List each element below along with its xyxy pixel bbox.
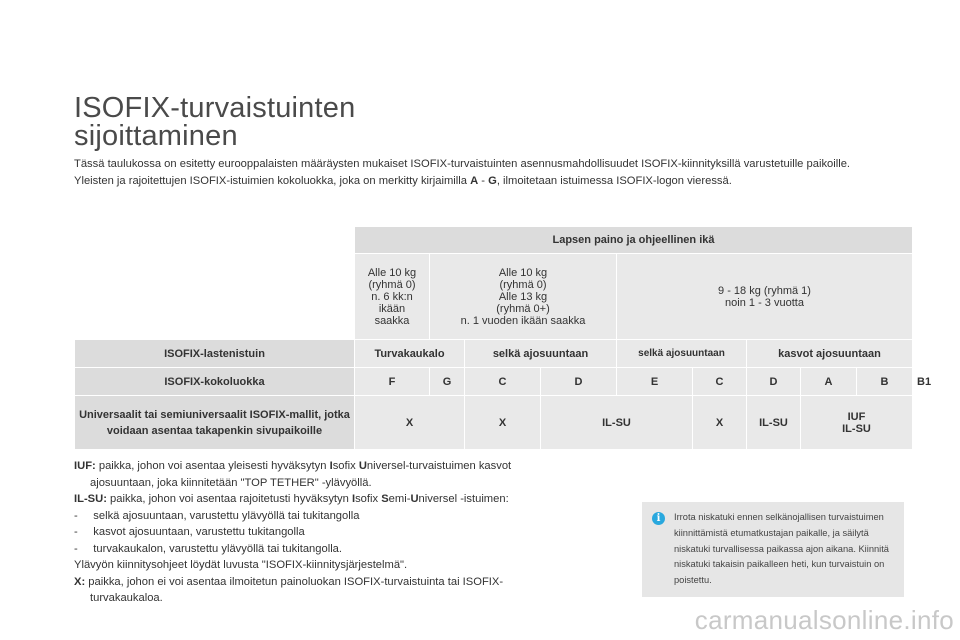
size-class-cell: G <box>430 368 465 396</box>
intro-dash: - <box>478 174 489 187</box>
size-class-cell: B <box>857 368 913 396</box>
page-title <box>74 94 355 150</box>
note-key: IL-SU: <box>74 493 107 505</box>
group-1-age: noin 1 - 3 vuotta <box>725 296 804 309</box>
note-letter: I <box>329 460 333 472</box>
note-text: paikka, johon voi asentaa yleisesti hyväksytyn <box>95 460 330 472</box>
info-icon: i <box>652 512 665 525</box>
group-0-weight: Alle 10 kg <box>367 266 417 279</box>
group-1 <box>617 254 913 340</box>
note-text: sofix <box>355 493 382 505</box>
size-class-cell: D <box>541 368 617 396</box>
note-bullet: - kasvot ajosuuntaan, varustettu tukitangolla <box>74 526 305 538</box>
row-label-size-class: ISOFIX-kokoluokka <box>75 368 355 396</box>
note-bullet: - selkä ajosuuntaan, varustettu ylävyöllä tai tukitangolla <box>74 509 360 522</box>
position-cell: IL-SU <box>747 396 801 450</box>
group-0plus-age: n. 1 vuoden ikään saakka <box>460 314 586 327</box>
note-letter: I <box>351 493 356 505</box>
group-0plus-label-a: (ryhmä 0) <box>499 278 547 291</box>
row-label-positions: Universaalit tai semiuniversaalit ISOFIX-mallit, jotka voidaan asentaa takapenkin sivupaikoille <box>75 396 355 450</box>
position-ilsu: IL-SU <box>842 422 871 435</box>
intro-text-span: Yleisten ja rajoitettujen ISOFIX-istuimien kokoluokka, joka on merkitty kirjaimilla <box>74 174 471 187</box>
note-text: niversel -istuimen: <box>418 493 509 505</box>
group-0-label: (ryhmä 0) <box>368 278 416 291</box>
size-class-cell: C <box>693 368 747 396</box>
size-class-cell: F <box>355 368 430 396</box>
title-line-1: ISOFIX-turvaistuinten <box>74 92 356 124</box>
note-text: paikka, johon voi asentaa rajoitetusti hyväksytyn <box>106 493 352 505</box>
seat-rear-facing-2: selkä ajosuuntaan <box>617 340 747 368</box>
note-text: paikka, johon ei voi asentaa ilmoitetun painoluokan ISOFIX-turvaistuinta tai ISOFIX- <box>85 575 504 588</box>
size-class-cell: D <box>747 368 801 396</box>
position-cell: X <box>465 396 541 450</box>
position-iuf: IUF <box>847 410 866 423</box>
table-corner <box>75 227 355 340</box>
table-header: Lapsen paino ja ohjeellinen ikä <box>355 227 913 254</box>
note-key: IUF: <box>74 460 96 472</box>
intro-text <box>74 156 914 189</box>
size-letter-a: A <box>470 174 479 187</box>
row-label-seat: ISOFIX-lastenistuin <box>75 340 355 368</box>
seat-rear-facing: selkä ajosuuntaan <box>465 340 617 368</box>
intro-paragraph-1: Tässä taulukossa on esitetty eurooppalaisten määräysten mukaiset ISOFIX-turvaistuinten asennusmahdollisuudet ISOFIX-kiinnityksillä varustetuille paikoille. <box>74 158 851 170</box>
group-0plus-weight-b: Alle 13 kg <box>498 290 548 303</box>
note-letter: U <box>410 493 419 505</box>
group-0-age-cont: saakka <box>374 314 410 327</box>
seat-carrycot: Turvakaukalo <box>355 340 465 368</box>
size-class-cell: C <box>465 368 541 396</box>
note-x-cont: turvakaukaloa. <box>90 592 163 604</box>
position-cell: X <box>693 396 747 450</box>
note-guide: Ylävyön kiinnitysohjeet löydät luvusta "ISOFIX-kiinnitysjärjestelmä". <box>74 559 408 571</box>
group-0-age: n. 6 kk:n ikään <box>371 290 413 315</box>
note-letter: U <box>358 460 367 472</box>
size-letter-g: G <box>488 174 497 187</box>
position-cell-forward <box>801 396 913 450</box>
position-cell: X <box>355 396 465 450</box>
note-text: niversel-turvaistuimen kasvot <box>366 460 512 472</box>
group-0 <box>355 254 430 340</box>
note-iuf <box>74 458 594 475</box>
position-cell: IL-SU <box>541 396 693 450</box>
watermark: carmanualsonline.info <box>694 605 954 635</box>
isofix-table: Lapsen paino ja ohjeellinen ikä Alle 10 kg (ryhmä 0) n. 6 kk:n ikään saakka Alle 10 kg (ryhmä 0) Alle 13 kg (ryhmä 0+) n. 1 vuoden ikään saakka 9 - 18 kg (ryhmä 1) noin 1 - 3 vuotta ISOFIX-lastenistuin Turvakaukalo selkä ajosuuntaan selkä ajosuuntaan kasvot ajosuuntaan ISOFIX-kokoluokka F G C D E C D A B B1 Universaalit tai semiuniversaalit ISOFIX-mallit, jotka voidaan asentaa takapenkin sivupaikoille X X IL-SU X IL-SU IUF IL-SU <box>74 226 913 450</box>
title-line-2: sijoittaminen <box>74 120 238 152</box>
seat-forward-facing: kasvot ajosuuntaan <box>747 340 913 368</box>
group-0plus-label-b: (ryhmä 0+) <box>496 302 550 315</box>
note-x <box>74 574 594 591</box>
info-box <box>642 502 904 597</box>
note-bullet: - turvakaukalon, varustettu ylävyöllä tai tukitangolla. <box>74 542 343 555</box>
note-text: sofix <box>332 460 359 472</box>
size-class-cell: A <box>801 368 857 396</box>
note-key: X: <box>74 575 86 588</box>
group-0plus <box>430 254 617 340</box>
info-text: Irrota niskatuki ennen selkänojallisen turvaistuimen kiinnittämistä etumatkustajan paikalle, ja säilytä niskatuki turvallisessa paikassa ajon aikana. Kiinnitä niskatuki takaisin paikalleen heti, kun turvaistuin on poistettu. <box>674 512 889 586</box>
note-text: emi- <box>388 493 411 505</box>
note-iuf-cont: ajosuuntaan, joka kiinnitetään "TOP TETHER" -ylävyöllä. <box>90 476 372 489</box>
size-class-cell: E <box>617 368 693 396</box>
note-letter: S <box>381 493 389 505</box>
legend-notes <box>74 458 594 607</box>
intro-paragraph-2 <box>74 173 914 190</box>
note-ilsu <box>74 491 594 508</box>
group-0plus-weight-a: Alle 10 kg <box>498 266 548 279</box>
group-1-weight: 9 - 18 kg (ryhmä 1) <box>718 284 811 297</box>
intro-text-span: , ilmoitetaan istuimessa ISOFIX-logon vieressä. <box>496 174 732 187</box>
